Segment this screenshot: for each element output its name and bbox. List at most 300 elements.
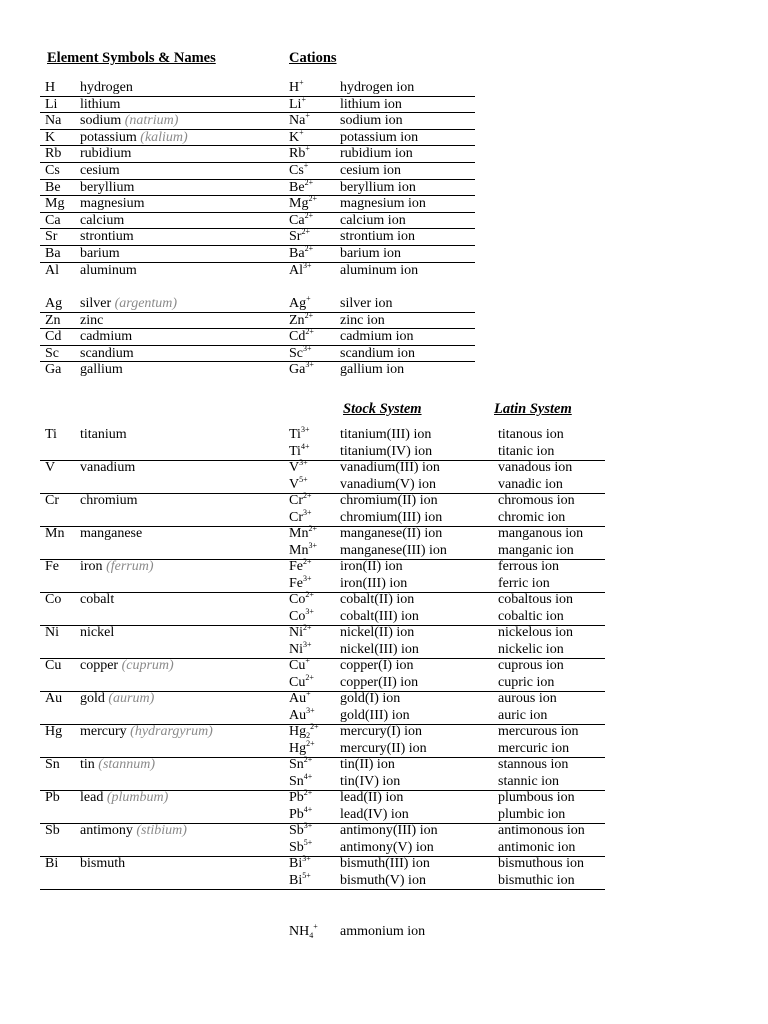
- element-row: [40, 212, 475, 230]
- element-name: zinc: [80, 312, 104, 328]
- element-name-cell: [80, 228, 134, 245]
- stock-name: cobalt(II) ion: [340, 592, 415, 607]
- element-symbol: Na: [45, 113, 62, 129]
- latin-system-name: mercurous ion: [498, 724, 579, 739]
- latin-system-name: chromous ion: [498, 493, 575, 508]
- cation-symbol: Ba: [289, 246, 305, 261]
- cation-symbol: Sb: [289, 839, 304, 855]
- cation-symbol: H: [289, 80, 300, 95]
- cation-charge: 3+: [302, 854, 311, 863]
- element-name: beryllium: [80, 179, 135, 195]
- cation-charge: 2+: [304, 210, 314, 220]
- cation-charge: 2+: [305, 590, 314, 599]
- cation-name: magnesium ion: [340, 196, 426, 212]
- element-block: [40, 526, 605, 560]
- latin-system-name: chromic ion: [498, 509, 566, 525]
- cation-name: gallium ion: [340, 362, 405, 378]
- latin-name: (aurum): [108, 691, 155, 706]
- element-symbol: V: [45, 460, 56, 475]
- latin-name: (hydrargyrum): [130, 724, 213, 739]
- stock-name: bismuth(V) ion: [340, 872, 426, 888]
- element-name-cell: [80, 658, 174, 675]
- cation-symbol: Ag: [289, 296, 307, 311]
- element-name: tin: [80, 757, 95, 772]
- cation-formula: [289, 195, 317, 212]
- element-row: [40, 328, 475, 346]
- cation-charge: 2+: [304, 177, 314, 187]
- element-name: chromium: [80, 493, 138, 508]
- element-symbol: Cu: [45, 658, 62, 673]
- element-name-cell: [80, 162, 120, 179]
- cation-charge: 3+: [299, 458, 308, 467]
- element-symbol: Sn: [45, 757, 60, 772]
- latin-system-name: vanadous ion: [498, 460, 573, 475]
- element-name-cell: [80, 559, 154, 576]
- element-name-cell: [80, 592, 114, 609]
- cation-name: potassium ion: [340, 129, 419, 145]
- cation-symbol: Pb: [289, 790, 304, 805]
- cation-charge: 3+: [303, 260, 312, 270]
- cation-symbol: Au: [289, 707, 307, 723]
- latin-system-name: cuprous ion: [498, 658, 564, 673]
- cation-name: cadmium ion: [340, 329, 414, 345]
- latin-system-name: bismuthous ion: [498, 856, 584, 871]
- cation-charge: 3+: [303, 639, 312, 649]
- latin-name: (stannum): [98, 757, 156, 772]
- element-row: [40, 162, 475, 180]
- cation-charge: +: [303, 161, 309, 170]
- element-name: mercury: [80, 724, 127, 739]
- element-symbol: Cs: [45, 163, 60, 178]
- stock-name: nickel(III) ion: [340, 641, 419, 657]
- cation-charge: 2+: [306, 738, 315, 748]
- element-symbol: Ca: [45, 212, 61, 228]
- latin-system-name: ferric ion: [498, 575, 550, 591]
- element-name-cell: [80, 295, 177, 312]
- cation-symbol: Mn: [289, 542, 309, 558]
- element-block: [40, 460, 605, 494]
- stock-name: cobalt(III) ion: [340, 608, 419, 624]
- cation-symbol: Mg: [289, 196, 309, 212]
- cation-symbol: Cd: [289, 329, 306, 345]
- element-row: [40, 112, 475, 130]
- element-block: [40, 823, 605, 857]
- element-name: hydrogen: [80, 80, 133, 95]
- element-row: [40, 129, 475, 147]
- element-row: [40, 262, 475, 279]
- element-symbol: Sr: [45, 229, 58, 245]
- element-name: cobalt: [80, 592, 115, 607]
- cation-formula: [289, 245, 313, 262]
- cation-symbol: Li: [289, 96, 302, 112]
- element-symbol: Zn: [45, 312, 61, 328]
- cation-formula: [289, 145, 310, 162]
- element-block: [40, 658, 605, 692]
- cation-charge: +: [299, 78, 304, 87]
- cation-name: lithium ion: [340, 96, 402, 112]
- element-name: titanium: [80, 427, 127, 442]
- element-row: [40, 145, 475, 163]
- element-row: [40, 245, 475, 263]
- element-name: magnesium: [80, 196, 145, 212]
- cation-charge: 2+: [301, 227, 310, 237]
- element-name: copper: [80, 658, 119, 673]
- cation-symbol: Ni: [289, 641, 303, 657]
- element-name-cell: [80, 724, 213, 741]
- cation-formula: [289, 96, 306, 113]
- latin-system-name: mercuric ion: [498, 740, 570, 756]
- element-row: [40, 195, 475, 213]
- element-row: [40, 312, 475, 330]
- element-block: [40, 625, 605, 659]
- element-name: cadmium: [80, 329, 133, 345]
- element-block: [40, 427, 605, 461]
- stock-name: lead(IV) ion: [340, 806, 409, 822]
- cation-symbol: Ni: [289, 625, 303, 640]
- element-name: antimony: [80, 823, 133, 838]
- cation-charge: 2+: [310, 722, 319, 731]
- element-name-cell: [80, 625, 114, 642]
- cation-symbol: Co: [289, 592, 306, 607]
- latin-system-name: nickelous ion: [498, 625, 574, 640]
- element-name-cell: [80, 312, 103, 329]
- stock-name: chromium(II) ion: [340, 493, 438, 508]
- header-latin-system: Latin System: [494, 401, 572, 417]
- latin-system-name: titanic ion: [498, 443, 555, 459]
- stock-name: antimony(III) ion: [340, 823, 438, 838]
- stock-name: tin(II) ion: [340, 757, 395, 772]
- cation-charge: 2+: [303, 623, 312, 632]
- element-name-cell: [80, 179, 134, 196]
- cation-name: hydrogen ion: [340, 80, 415, 95]
- element-name: sodium: [80, 113, 122, 129]
- stock-name: lead(II) ion: [340, 790, 404, 805]
- element-symbol: Cr: [45, 493, 59, 508]
- cation-name: silver ion: [340, 296, 393, 311]
- element-name: cesium: [80, 163, 120, 178]
- cation-charge: 3+: [303, 507, 312, 517]
- cation-symbol: Be: [289, 179, 305, 195]
- element-row: [40, 79, 475, 97]
- latin-system-name: nickelic ion: [498, 641, 564, 657]
- stock-name: manganese(III) ion: [340, 542, 447, 558]
- cation-symbol: Au: [289, 691, 307, 706]
- element-symbol: Pb: [45, 790, 60, 805]
- element-name: silver: [80, 296, 112, 311]
- element-name: lead: [80, 790, 104, 805]
- cation-symbol: K: [289, 129, 300, 145]
- element-block: [40, 691, 605, 725]
- element-name: strontium: [80, 229, 134, 245]
- stock-name: gold(III) ion: [340, 707, 410, 723]
- cation-charge: 5+: [302, 870, 311, 880]
- cation-symbol: Ti: [289, 443, 301, 459]
- cation-charge: +: [306, 294, 311, 303]
- cation-charge: 2+: [305, 327, 314, 337]
- element-row: [40, 179, 475, 197]
- ammonium-subscript: 4: [309, 931, 314, 940]
- cation-symbol: V: [289, 460, 300, 475]
- element-name: aluminum: [80, 262, 137, 278]
- stock-name: titanium(III) ion: [340, 427, 432, 442]
- cation-charge: 5+: [299, 474, 308, 484]
- latin-system-name: titanous ion: [498, 427, 564, 442]
- stock-name: vanadium(III) ion: [340, 460, 440, 475]
- cation-symbol: Ti: [289, 427, 301, 442]
- element-symbol: Li: [45, 96, 58, 112]
- header-stock-system: Stock System: [343, 401, 422, 417]
- latin-name: (cuprum): [121, 658, 174, 673]
- latin-system-name: antimonous ion: [498, 823, 585, 838]
- element-name: iron: [80, 559, 103, 574]
- cation-symbol: Bi: [289, 856, 303, 871]
- element-row: [40, 345, 475, 363]
- cation-charge: 4+: [303, 804, 313, 814]
- cation-name: aluminum ion: [340, 262, 419, 278]
- element-symbol: Mn: [45, 526, 65, 541]
- cation-name: sodium ion: [340, 113, 403, 129]
- cation-charge: 2+: [305, 672, 314, 682]
- cation-name: zinc ion: [340, 312, 385, 328]
- cation-charge: 3+: [305, 360, 314, 370]
- element-name-cell: [80, 460, 135, 477]
- element-name-cell: [80, 856, 125, 873]
- cation-symbol: Ga: [289, 362, 306, 378]
- latin-system-name: ferrous ion: [498, 559, 560, 574]
- cation-symbol: Sb: [289, 823, 304, 838]
- latin-system-name: plumbic ion: [498, 806, 566, 822]
- element-name: vanadium: [80, 460, 136, 475]
- element-name: potassium: [80, 129, 137, 145]
- stock-name: copper(I) ion: [340, 658, 414, 673]
- element-name: rubidium: [80, 146, 132, 162]
- latin-system-name: cobaltic ion: [498, 608, 564, 624]
- cation-symbol: Al: [289, 262, 303, 278]
- element-block: [40, 757, 605, 791]
- element-symbol: Al: [45, 262, 59, 278]
- cation-symbol: Co: [289, 608, 306, 624]
- stock-name: bismuth(III) ion: [340, 856, 430, 871]
- latin-system-name: manganic ion: [498, 542, 574, 558]
- cation-charge: 2+: [303, 491, 312, 500]
- cation-formula: [289, 328, 314, 345]
- stock-name: iron(II) ion: [340, 559, 403, 574]
- cation-symbol: Cu: [289, 658, 306, 673]
- cation-formula: [289, 228, 310, 245]
- cation-charge: +: [306, 689, 311, 698]
- element-name: gold: [80, 691, 105, 706]
- element-name-cell: [80, 790, 168, 807]
- element-name-cell: [80, 361, 123, 378]
- cation-formula: [289, 162, 308, 179]
- element-symbol: Sb: [45, 823, 60, 838]
- cation-charge: 3+: [303, 573, 312, 583]
- cation-charge: 4+: [300, 441, 310, 451]
- cation-symbol: Mn: [289, 526, 309, 541]
- element-name: lithium: [80, 96, 121, 112]
- element-name-cell: [80, 328, 132, 345]
- latin-system-name: cupric ion: [498, 674, 555, 690]
- stock-name: vanadium(V) ion: [340, 476, 437, 492]
- cation-formula: [289, 312, 313, 329]
- element-name-cell: [80, 493, 138, 510]
- element-name: nickel: [80, 625, 115, 640]
- cation-formula: [289, 262, 312, 279]
- cation-charge: 5+: [303, 837, 313, 847]
- stock-name: manganese(II) ion: [340, 526, 443, 541]
- cation-symbol: Bi: [289, 872, 303, 888]
- cation-formula: [289, 295, 311, 312]
- cation-symbol: Fe: [289, 559, 303, 574]
- cation-formula: [289, 870, 311, 890]
- element-row: [40, 96, 475, 114]
- cation-formula: [289, 179, 313, 196]
- cation-subscript: 2: [306, 731, 311, 740]
- cation-charge: 2+: [303, 557, 312, 566]
- cation-formula: [289, 79, 304, 96]
- cation-formula: [289, 129, 304, 146]
- element-name-cell: [80, 245, 120, 262]
- cation-formula: [289, 212, 313, 229]
- element-name-cell: [80, 129, 188, 146]
- element-symbol: Cd: [45, 329, 62, 345]
- cation-symbol: Sc: [289, 345, 303, 361]
- ammonium-symbol: NH: [289, 924, 310, 939]
- element-name: bismuth: [80, 856, 126, 871]
- element-symbol: Sc: [45, 345, 59, 361]
- element-name-cell: [80, 427, 127, 444]
- latin-system-name: stannic ion: [498, 773, 560, 789]
- cation-charge: 4+: [303, 771, 313, 781]
- element-name-cell: [80, 345, 134, 362]
- cation-charge: 3+: [308, 540, 317, 550]
- cation-charge: +: [301, 94, 306, 104]
- element-name-cell: [80, 79, 133, 96]
- element-symbol: H: [45, 80, 56, 95]
- cation-charge: 3+: [303, 343, 312, 353]
- latin-system-name: manganous ion: [498, 526, 584, 541]
- cation-name: scandium ion: [340, 345, 416, 361]
- ammonium-charge: +: [313, 922, 318, 931]
- element-row: [40, 228, 475, 246]
- element-symbol: K: [45, 129, 56, 145]
- cation-symbol: V: [289, 476, 300, 492]
- cation-charge: +: [305, 656, 310, 665]
- latin-system-name: plumbous ion: [498, 790, 575, 805]
- element-symbol: Ba: [45, 246, 61, 261]
- cation-charge: 2+: [303, 755, 313, 764]
- cation-symbol: Fe: [289, 575, 303, 591]
- element-symbol: Au: [45, 691, 63, 706]
- element-block: [40, 493, 605, 527]
- element-symbol: Fe: [45, 559, 59, 574]
- stock-name: mercury(I) ion: [340, 724, 423, 739]
- element-name: scandium: [80, 345, 134, 361]
- element-symbol: Co: [45, 592, 62, 607]
- element-symbol: Be: [45, 179, 61, 195]
- cation-charge: +: [305, 144, 310, 154]
- element-name-cell: [80, 757, 155, 774]
- element-block: [40, 724, 605, 758]
- cation-charge: 3+: [300, 425, 310, 434]
- header-symbols-names: Element Symbols & Names: [47, 50, 216, 66]
- latin-system-name: bismuthic ion: [498, 872, 575, 888]
- cation-charge: 2+: [303, 788, 313, 797]
- latin-name: (stibium): [136, 823, 187, 838]
- cation-name: strontium ion: [340, 229, 416, 245]
- element-name-cell: [80, 262, 137, 279]
- cation-symbol: Pb: [289, 806, 304, 822]
- stock-name: nickel(II) ion: [340, 625, 415, 640]
- element-block: [40, 592, 605, 626]
- stock-name: mercury(II) ion: [340, 740, 427, 756]
- element-symbol: Bi: [45, 856, 59, 871]
- cation-charge: 2+: [308, 524, 317, 533]
- element-name: barium: [80, 246, 120, 261]
- stock-name: antimony(V) ion: [340, 839, 434, 855]
- element-name: gallium: [80, 362, 123, 378]
- element-symbol: Ga: [45, 362, 62, 378]
- element-name-cell: [80, 526, 142, 543]
- cation-symbol: Cr: [289, 493, 303, 508]
- cation-name: cesium ion: [340, 163, 402, 178]
- latin-system-name: cobaltous ion: [498, 592, 574, 607]
- cation-charge: 2+: [304, 244, 314, 253]
- element-block: [40, 790, 605, 824]
- cation-symbol: Rb: [289, 146, 306, 162]
- element-symbol: Ni: [45, 625, 59, 640]
- cation-formula: [289, 345, 312, 362]
- cation-charge: 3+: [303, 821, 313, 830]
- element-name-cell: [80, 823, 187, 840]
- stock-name: gold(I) ion: [340, 691, 401, 706]
- element-symbol: Ti: [45, 427, 57, 442]
- cation-name: barium ion: [340, 246, 402, 261]
- cation-symbol: Sn: [289, 757, 304, 772]
- element-name-cell: [80, 96, 120, 113]
- element-row: [40, 295, 475, 313]
- cation-formula: [289, 112, 310, 129]
- cation-charge: 2+: [304, 310, 314, 320]
- element-row: [40, 361, 475, 378]
- element-block: [40, 856, 605, 890]
- element-symbol: Hg: [45, 724, 63, 739]
- stock-name: chromium(III) ion: [340, 509, 443, 525]
- element-name-cell: [80, 691, 154, 708]
- latin-system-name: vanadic ion: [498, 476, 563, 492]
- cation-symbol: Hg: [289, 740, 307, 756]
- latin-name: (argentum): [114, 296, 178, 311]
- stock-name: tin(IV) ion: [340, 773, 401, 789]
- stock-name: iron(III) ion: [340, 575, 408, 591]
- cation-name: calcium ion: [340, 212, 406, 228]
- cation-symbol: Cu: [289, 674, 306, 690]
- cation-symbol: Cr: [289, 509, 303, 525]
- stock-name: copper(II) ion: [340, 674, 419, 690]
- element-name: calcium: [80, 212, 125, 228]
- stock-name: titanium(IV) ion: [340, 443, 433, 459]
- cation-formula: [289, 361, 314, 378]
- cation-symbol: Na: [289, 113, 306, 129]
- element-name-cell: [80, 145, 131, 162]
- cation-charge: 2+: [308, 194, 317, 204]
- cation-charge: +: [299, 127, 304, 137]
- latin-system-name: antimonic ion: [498, 839, 576, 855]
- cation-symbol: Hg: [289, 724, 307, 739]
- latin-system-name: stannous ion: [498, 757, 569, 772]
- element-symbol: Ag: [45, 296, 63, 311]
- latin-system-name: auric ion: [498, 707, 548, 723]
